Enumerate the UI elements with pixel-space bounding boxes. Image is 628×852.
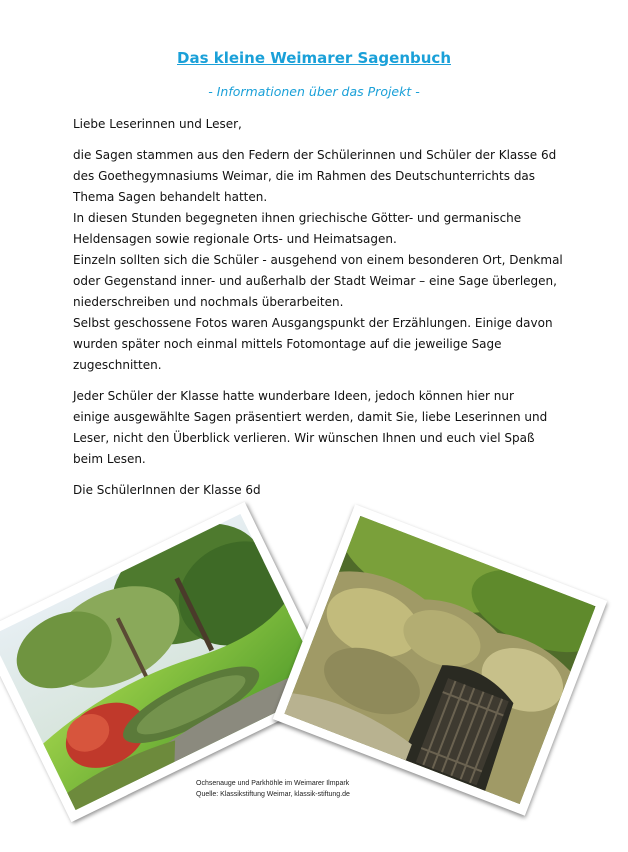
text-line: des Goethegymnasiums Weimar, die im Rahmen des Deutschunterrichts das — [73, 169, 536, 183]
text-line: Thema Sagen behandelt hatten. — [73, 190, 268, 204]
text-line: oder Gegenstand inner- und außerhalb der Stadt Weimar – eine Sage überlegen, — [73, 274, 557, 288]
subtitle: - Informationen über das Projekt - — [208, 84, 420, 99]
text-line: wurden später noch einmal mittels Fotomontage auf die jeweilige Sage — [73, 337, 502, 351]
text-line: Leser, nicht den Überblick verlieren. Wir wünschen Ihnen und euch viel Spaß — [73, 431, 535, 445]
caption-line: Ochsenauge und Parkhöhle im Weimarer Ilmpark — [196, 780, 350, 787]
text-line: Jeder Schüler der Klasse hatte wunderbare Ideen, jedoch können hier nur — [73, 389, 514, 403]
text-line: Heldensagen sowie regionale Orts- und Heimatsagen. — [73, 232, 397, 246]
park-photo — [0, 502, 337, 822]
paragraph-2 — [73, 386, 563, 470]
greeting: Liebe Leserinnen und Leser, — [73, 117, 242, 131]
cave-photo — [273, 504, 607, 815]
photo-caption — [196, 778, 456, 800]
cave-photo-image — [284, 516, 595, 804]
text-line: zugeschnitten. — [73, 358, 162, 372]
caption-source: Quelle: Klassikstiftung Weimar, klassik-stiftung.de — [196, 791, 350, 798]
text-line: Einzeln sollten sich die Schüler - ausgehend von einem besonderen Ort, Denkmal — [73, 253, 563, 267]
text-line: die Sagen stammen aus den Federn der Schülerinnen und Schüler der Klasse 6d — [73, 148, 557, 162]
text-line: In diesen Stunden begegneten ihnen griechische Götter- und germanische — [73, 211, 522, 225]
text-line: niederschreiben und nochmals überarbeiten. — [73, 295, 344, 309]
text-line: beim Lesen. — [73, 452, 146, 466]
body-text — [73, 114, 563, 501]
signature: Die SchülerInnen der Klasse 6d — [73, 483, 261, 497]
park-photo-image — [0, 514, 325, 810]
text-line: einige ausgewählte Sagen präsentiert werden, damit Sie, liebe Leserinnen und — [73, 410, 548, 424]
text-line: Selbst geschossene Fotos waren Ausgangspunkt der Erzählungen. Einige davon — [73, 316, 553, 330]
paragraph-1 — [73, 145, 563, 376]
page-title: Das kleine Weimarer Sagenbuch — [177, 49, 451, 67]
